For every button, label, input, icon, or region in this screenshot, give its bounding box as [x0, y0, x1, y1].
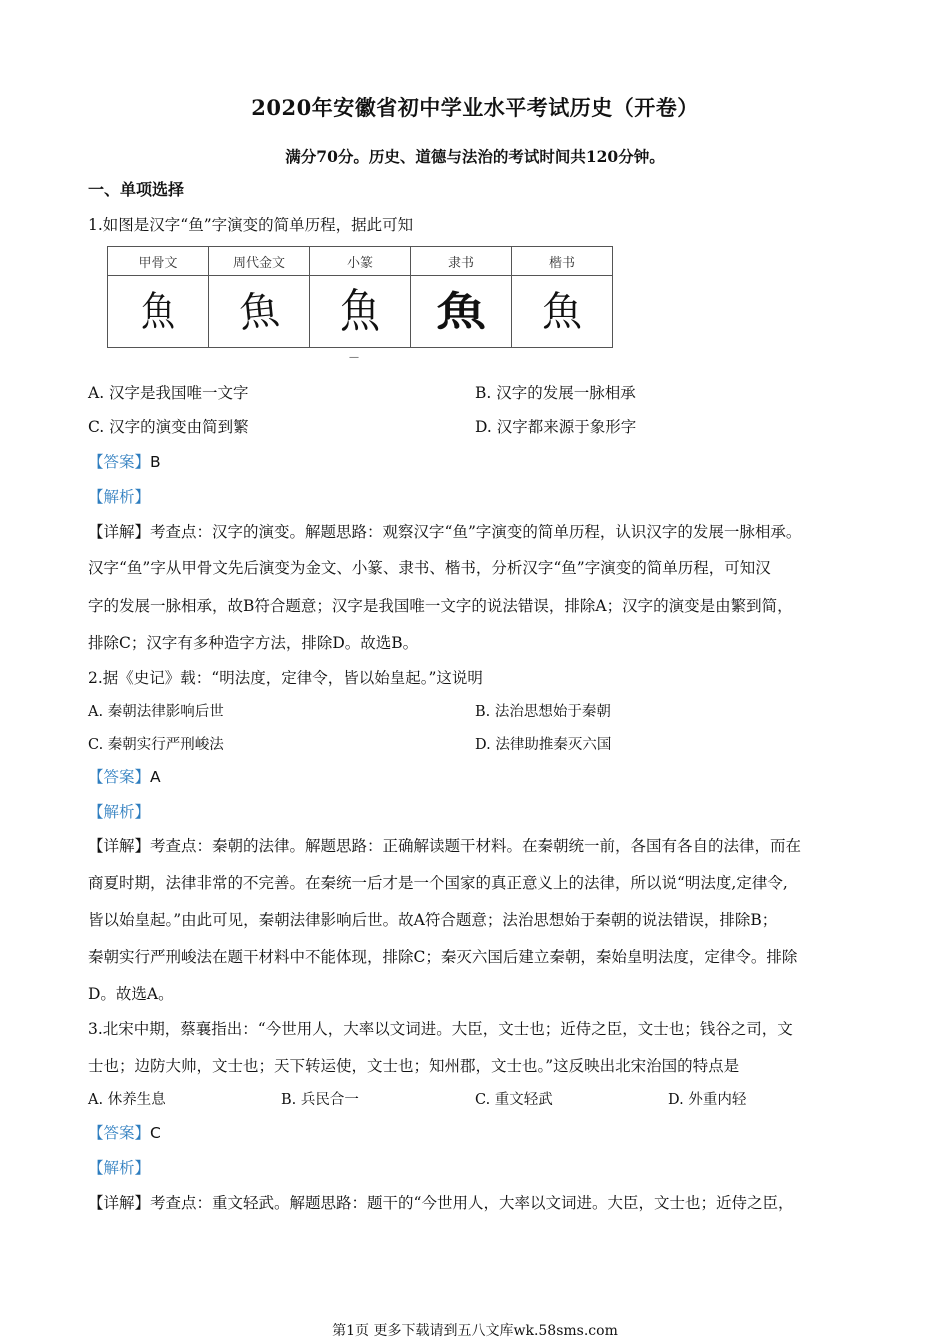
q1-detail-line-4: 排除C；汉字有多种造字方法，排除D。故选B。: [88, 634, 419, 652]
cell-regular: [512, 276, 613, 348]
cell-bronze: [209, 276, 310, 348]
q2-detail-line-4: 秦朝实行严刑峻法在题干材料中不能体现，排除C；秦灭六国后建立秦朝，秦始皇明法度，定律令。排除: [88, 948, 798, 966]
q1-detail-line-1: [88, 520, 801, 542]
analysis-label: 【解析】: [88, 488, 151, 506]
answer-label: 【答案】: [88, 1124, 151, 1142]
seal-fish-glyph: 魚: [340, 285, 380, 338]
question-3-stem-line-1: 3.北宋中期，蔡襄指出：“今世用人，大率以文词进。大臣，文士也；近侍之臣，文士也；钱谷之司，文: [88, 1020, 793, 1038]
q2-option-b: B. 法治思想始于秦朝: [475, 704, 611, 720]
q2-option-a: A. 秦朝法律影响后世: [88, 704, 224, 720]
analysis-label: 【解析】: [88, 803, 151, 821]
oracle-bone-fish-glyph: 魚: [141, 288, 175, 335]
q2-detail-line-5: D。故选A。: [88, 985, 174, 1003]
q3-answer: [88, 1121, 161, 1143]
question-3-stem-line-2: 士也；边防大帅，文士也；天下转运使，文士也；知州郡，文士也。”这反映出北宋治国的特点是: [88, 1057, 740, 1075]
q1-detail-line-3: 字的发展一脉相承，故B符合题意；汉字是我国唯一文字的说法错误，排除A；汉字的演变是由繁到简，: [88, 597, 793, 615]
clerical-fish-glyph: 魚: [436, 288, 486, 335]
q2-detail-line-3: 皆以始皇起。”由此可见，秦朝法律影响后世。故A符合题意；法治思想始于秦朝的说法错误，排除B；: [88, 911, 778, 929]
detail-label: 【详解】: [88, 523, 151, 541]
q1-detail-line-2: 汉字“鱼”字从甲骨文先后演变为金文、小篆、隶书、楷书，分析汉字“鱼”字演变的简单历程，可知汉: [88, 559, 771, 577]
table-mark: —: [349, 352, 359, 363]
q2-answer: [88, 765, 161, 787]
header-oracle-bone: 甲骨文: [108, 247, 209, 276]
q1-option-d: D. 汉字都来源于象形字: [475, 418, 637, 436]
detail-label: 【详解】: [88, 837, 151, 855]
bronze-fish-glyph: 魚: [236, 286, 282, 337]
cell-oracle-bone: [108, 276, 209, 348]
q2-detail-line-2: 商夏时期，法律非常的不完善。在秦统一后才是一个国家的真正意义上的法律，所以说“明法度,定律令,: [88, 874, 788, 892]
q3-detail-line-1: [88, 1191, 793, 1213]
q3-option-d: D. 外重内轻: [668, 1092, 747, 1108]
q3-analysis-label: [88, 1156, 150, 1178]
analysis-label: 【解析】: [88, 1159, 151, 1177]
answer-value: C: [150, 1124, 161, 1142]
q3-option-a: A. 休养生息: [88, 1092, 166, 1108]
q1-option-b: B. 汉字的发展一脉相承: [475, 384, 636, 402]
q1-answer: [88, 450, 161, 472]
answer-value: A: [150, 768, 161, 786]
header-small-seal: 小篆: [310, 247, 411, 276]
page-title: 2020年安徽省初中学业水平考试历史（开卷）: [251, 95, 699, 120]
q2-detail-line-1: [88, 834, 801, 856]
regular-fish-glyph: 魚: [542, 288, 582, 335]
cell-clerical: [411, 276, 512, 348]
fish-character-evolution-table: [107, 246, 613, 348]
q1-option-a: A. 汉字是我国唯一文字: [88, 384, 249, 402]
detail-text: 考查点：重文轻武。解题思路：题干的“今世用人，大率以文词进。大臣，文士也；近侍之臣，: [150, 1194, 794, 1212]
q3-option-c: C. 重文轻武: [475, 1092, 553, 1108]
answer-label: 【答案】: [88, 768, 151, 786]
q2-option-d: D. 法律助推秦灭六国: [475, 737, 612, 753]
section-heading: 一、单项选择: [88, 180, 185, 199]
question-1-stem: 1.如图是汉字“鱼”字演变的简单历程，据此可知: [88, 216, 414, 234]
page-footer: 第1页 更多下载请到五八文库wk.58sms.com: [332, 1323, 618, 1339]
q1-option-c: C. 汉字的演变由简到繁: [88, 418, 249, 436]
header-regular-script: 楷书: [512, 247, 613, 276]
cell-seal: [310, 276, 411, 348]
answer-label: 【答案】: [88, 453, 151, 471]
q2-option-c: C. 秦朝实行严刑峻法: [88, 737, 224, 753]
answer-value: B: [150, 453, 161, 471]
header-bronze-inscription: 周代金文: [209, 247, 310, 276]
exam-subtitle: 满分70分。历史、道德与法治的考试时间共120分钟。: [285, 147, 665, 166]
q1-analysis-label: [88, 485, 150, 507]
q2-analysis-label: [88, 800, 150, 822]
question-2-stem: 2.据《史记》载：“明法度，定律令，皆以始皇起。”这说明: [88, 669, 483, 687]
detail-text: 考查点：汉字的演变。解题思路：观察汉字“鱼”字演变的简单历程，认识汉字的发展一脉相承。: [150, 523, 802, 541]
q3-option-b: B. 兵民合一: [281, 1092, 359, 1108]
detail-label: 【详解】: [88, 1194, 151, 1212]
header-clerical-script: 隶书: [411, 247, 512, 276]
detail-text: 考查点：秦朝的法律。解题思路：正确解读题干材料。在秦朝统一前，各国有各自的法律，而在: [150, 837, 802, 855]
